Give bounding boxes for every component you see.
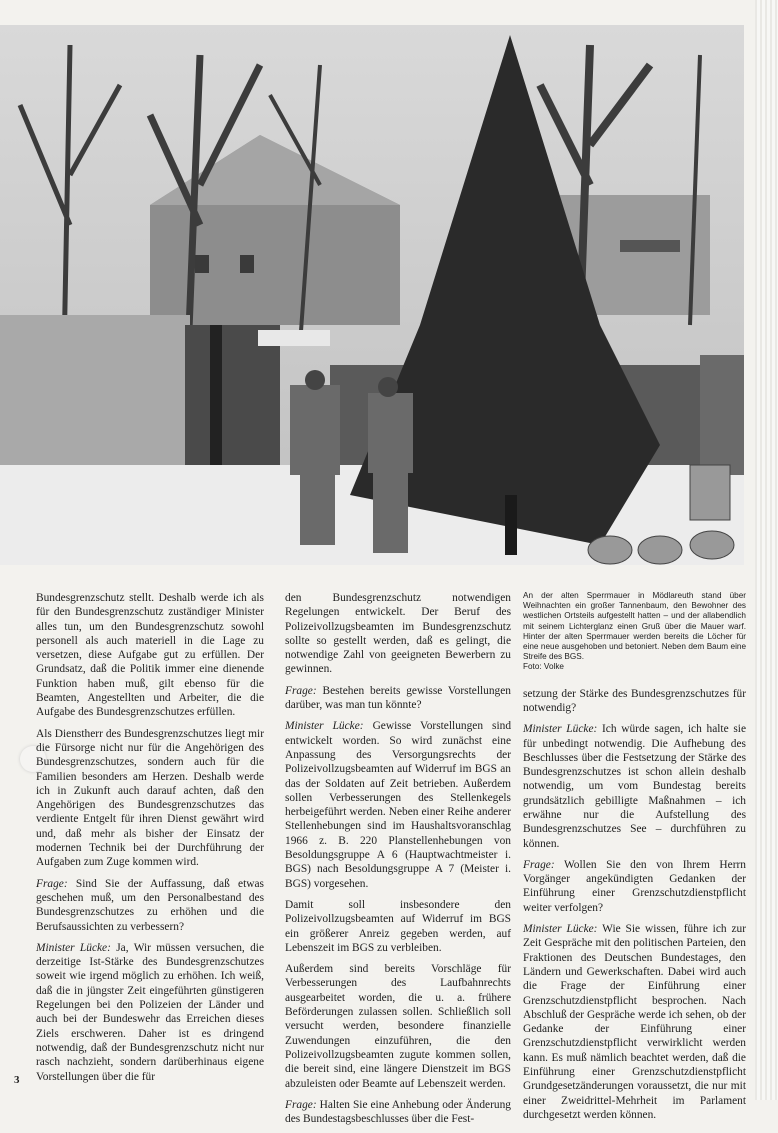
paragraph bbox=[523, 858, 746, 915]
paragraph-text: Ich würde sagen, ich halte sie für unbedingt notwendig. Die Aufhebung des Beschlusses über die Festsetzung der Stärke des Bundesgrenzschutzes ist schon allein deshalb notwendig, um vom Bundestag bereits grundsätzlich gebilligte Maßnahmen – ich erwähne nur die Aufstellung des Bundesgrenzschutzes See – durchführen zu können. bbox=[523, 723, 746, 850]
paragraph-text: Wollen Sie den von Ihrem Herrn Vorgänger angekündigten Gedanken der Einführung einer Grenzschutzdienstpflicht weiter verfolgen? bbox=[523, 858, 746, 914]
photo-credit: Foto: Volke bbox=[523, 662, 564, 672]
text-column-2 bbox=[285, 591, 511, 1133]
paragraph bbox=[523, 722, 746, 851]
paragraph-text: Sind Sie der Auffassung, daß etwas geschehen muß, um den Personalbestand des Bundesgrenzschutzes zu erhöhen und die Berufsaussichten zu verbessern? bbox=[36, 877, 264, 933]
paragraph: Außerdem sind bereits Vorschläge für Verbesserungen des Laufbahnrechts ausgearbeitet worden, die u. a. frühere Beförderungen zulassen sollen. Schließlich soll versucht werden, besondere finanzielle Zuwendungen einzuführen, die den Polizeivollzugsbeamten zugute kommen sollen, die bereit sind, eine längere Dienstzeit im BGS abzuleisten oder Beamte auf Lebenszeit werden. bbox=[285, 963, 511, 1090]
speaker-label: Minister Lücke: bbox=[523, 723, 598, 736]
paragraph: Als Dienstherr des Bundesgrenzschutzes liegt mir die Fürsorge nicht nur für die Angehörigen des Bundesgrenzschutzes, sondern auch für die Familien besonders am Herzen. Deshalb werde ich in Zukunft auch darauf achten, daß den Angehörigen des Bundesgrenzschutzes das verdiente Entgelt für ihren Dienst gewährt wird und, daß mehr als bisher der Einsatz der modernen Technik bei der Durchführung der Aufgaben zum Zuge kommen wird. bbox=[36, 727, 264, 869]
speaker-label: Minister Lücke: bbox=[36, 941, 111, 954]
photo-border-wall-christmas-tree bbox=[0, 25, 744, 565]
paragraph bbox=[285, 1098, 511, 1127]
photo-caption bbox=[523, 591, 746, 673]
photo-illustration bbox=[0, 25, 744, 565]
paragraph: den Bundesgrenzschutz notwendigen Regelungen entwickelt. Der Beruf des Polizeivollzugsbeamten im Bundesgrenzschutz sollte so gestellt werden, daß es gelingt, die notwendige Zahl von geeigneten Bewerbern zu gewinnen. bbox=[285, 592, 511, 676]
paragraph-text: Halten Sie eine Anhebung oder Änderung des Bundestagsbeschlusses über die Fest- bbox=[285, 1098, 511, 1126]
paragraph bbox=[523, 922, 746, 1122]
paragraph bbox=[36, 941, 264, 1084]
paragraph: Damit soll insbesondere den Polizeivollzugsbeamten auf Widerruf im BGS ein größerer Anreiz gegeben werden, auf Lebenszeit im BGS zu verbleiben. bbox=[285, 898, 511, 954]
paragraph bbox=[285, 719, 511, 891]
speaker-label: Minister Lücke: bbox=[523, 923, 598, 936]
speaker-label: Frage: bbox=[285, 1098, 317, 1111]
text-column-1 bbox=[36, 591, 264, 1091]
text-column-3 bbox=[523, 591, 746, 1129]
speaker-label: Frage: bbox=[523, 858, 555, 871]
paragraph: Bundesgrenzschutz stellt. Deshalb werde ich als für den Bundesgrenzschutz zuständiger Minister alles tun, um den Bundesgrenzschutz sowohl personell als auch materiell in die Lage zu versetzen, diese Aufgabe gut zu erfüllen. Der Grundsatz, daß die Politik immer eine dienende Funktion haben muß, gilt ebenso für die Beamten, Angestellten und Arbeiter, die die Aufgabe des Bundesgrenzschutzes erfüllen. bbox=[36, 592, 264, 719]
paragraph-text: Wie Sie wissen, führe ich zur Zeit Gespräche mit den politischen Parteien, den Fraktionen des Deutschen Bundestages, den Ländern und Gewerkschaften. Dabei wird auch die Frage der Einführung einer Grenzschutzdienstpflicht besprochen. Nach Abschluß der Gespräche werde ich sehen, ob der Gedanke der Einführung einer Grenzschutzdienstpflicht verwirklicht werden kann. Es muß nämlich beachtet werden, daß die Einführung einer Grenzschutzdienstpflicht Grundgesetzänderungen voraussetzt, die nur mit einer Zweidrittel-Mehrheit im Parlament durchgesetzt werden können. bbox=[523, 923, 746, 1121]
speaker-label: Minister Lücke: bbox=[285, 720, 364, 733]
paragraph-text: Ja, Wir müssen versuchen, die derzeitige Ist-Stärke des Bundesgrenzschutzes soweit wie irgend möglich zu erhöhen. Ich weiß, daß die in jüngster Zeit eingeführten günstigeren Regelungen bei den Polizeien der Länder und auch bei der Bundeswehr das Erreichen dieses Ziels erschweren. Daher ist es dringend notwendig, daß der Bundesgrenzschutz nicht nur rasch nachzieht, sondern darüberhinaus eigene Vorstellungen über die für bbox=[36, 941, 265, 1083]
caption-text: An der alten Sperrmauer in Mödlareuth stand über Weihnachten ein großer Tannenbaum, den Bewohner des westlichen Ortsteils aufgestellt hatten – und der allabendlich mit seinem Lichterglanz einen Gruß über die Mauer warf. Hinter der alten Sperrmauer werden bereits die Löcher für eine neue ausgehoben und betoniert. Neben dem Baum eine Streife des BGS. bbox=[523, 591, 746, 662]
paragraph bbox=[36, 877, 264, 934]
page-number: 3 bbox=[14, 1074, 20, 1086]
speaker-label: Frage: bbox=[285, 684, 317, 697]
paragraph bbox=[285, 684, 511, 713]
scan-edge bbox=[755, 0, 778, 1100]
speaker-label: Frage: bbox=[36, 877, 68, 890]
paragraph: setzung der Stärke des Bundesgrenzschutzes für notwendig? bbox=[523, 687, 746, 714]
paragraph-text: Bestehen bereits gewisse Vorstellungen darüber, was man tun könnte? bbox=[285, 684, 511, 712]
paragraph-text: Gewisse Vorstellungen sind entwickelt worden. So wird zunächst eine Anpassung des Versorgungsrechts der Polizeivollzugsbeamten auf Widerruf im BGS an das der Soldaten auf Zeit betrieben. Außerdem sollen Verbesserungen des Stellenkegels herbeigeführt werden. Neben einer Reihe anderer Stellenhebungen sind im Haushaltsvoranschlag 1966 z. B. 220 Planstellenhebungen von Besoldungsgruppe A 6 (Hauptwachtmeister i. BGS) nach Besoldungsgruppe A 7 (Meister i. BGS) vorgesehen. bbox=[285, 720, 512, 890]
